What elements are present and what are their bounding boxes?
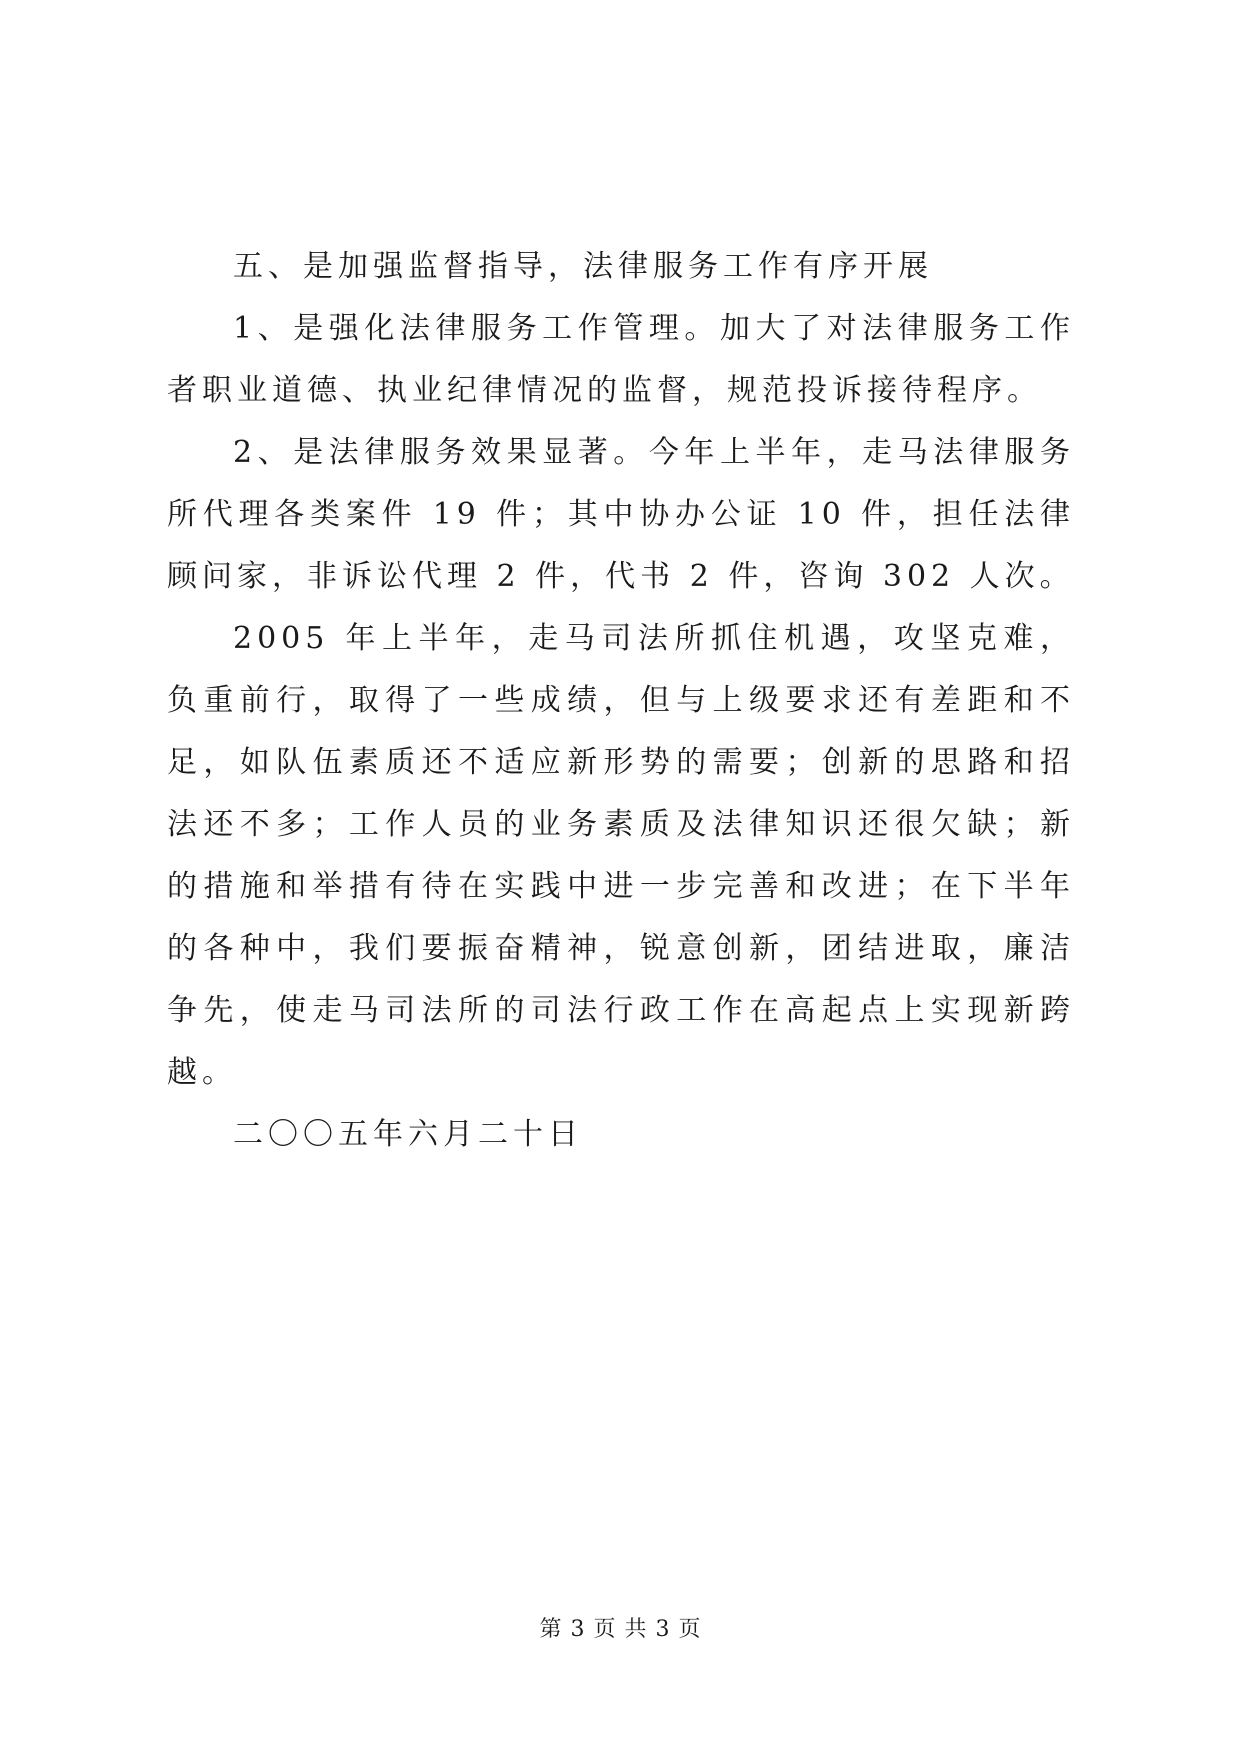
document-body [167,236,1075,1166]
paragraph-item-1: 1、是强化法律服务工作管理。加大了对法律服务工作者职业道德、执业纪律情况的监督，规范投诉接待程序。 [167,311,1075,408]
date-line: 二〇〇五年六月二十日 [233,1117,583,1152]
page-number-footer: 第 3 页 共 3 页 [539,1617,702,1642]
section-heading: 五、是加强监督指导，法律服务工作有序开展 [233,249,933,284]
paragraph-item-2: 2、是法律服务效果显著。今年上半年，走马法律服务所代理各类案件 19 件；其中协办公证 10 件，担任法律顾问家，非诉讼代理 2 件，代书 2 件，咨询 302 人次。 [167,435,1075,594]
summary-paragraph: 2005 年上半年，走马司法所抓住机遇，攻坚克难，负重前行，取得了一些成绩，但与上级要求还有差距和不足，如队伍素质还不适应新形势的需要；创新的思路和招法还不多；工作人员的业务素质及法律知识还很欠缺；新的措施和举措有待在实践中进一步完善和改进；在下半年的各种中，我们要振奋精神，锐意创新，团结进取，廉洁争先，使走马司法所的司法行政工作在高起点上实现新跨越。 [167,621,1075,1090]
